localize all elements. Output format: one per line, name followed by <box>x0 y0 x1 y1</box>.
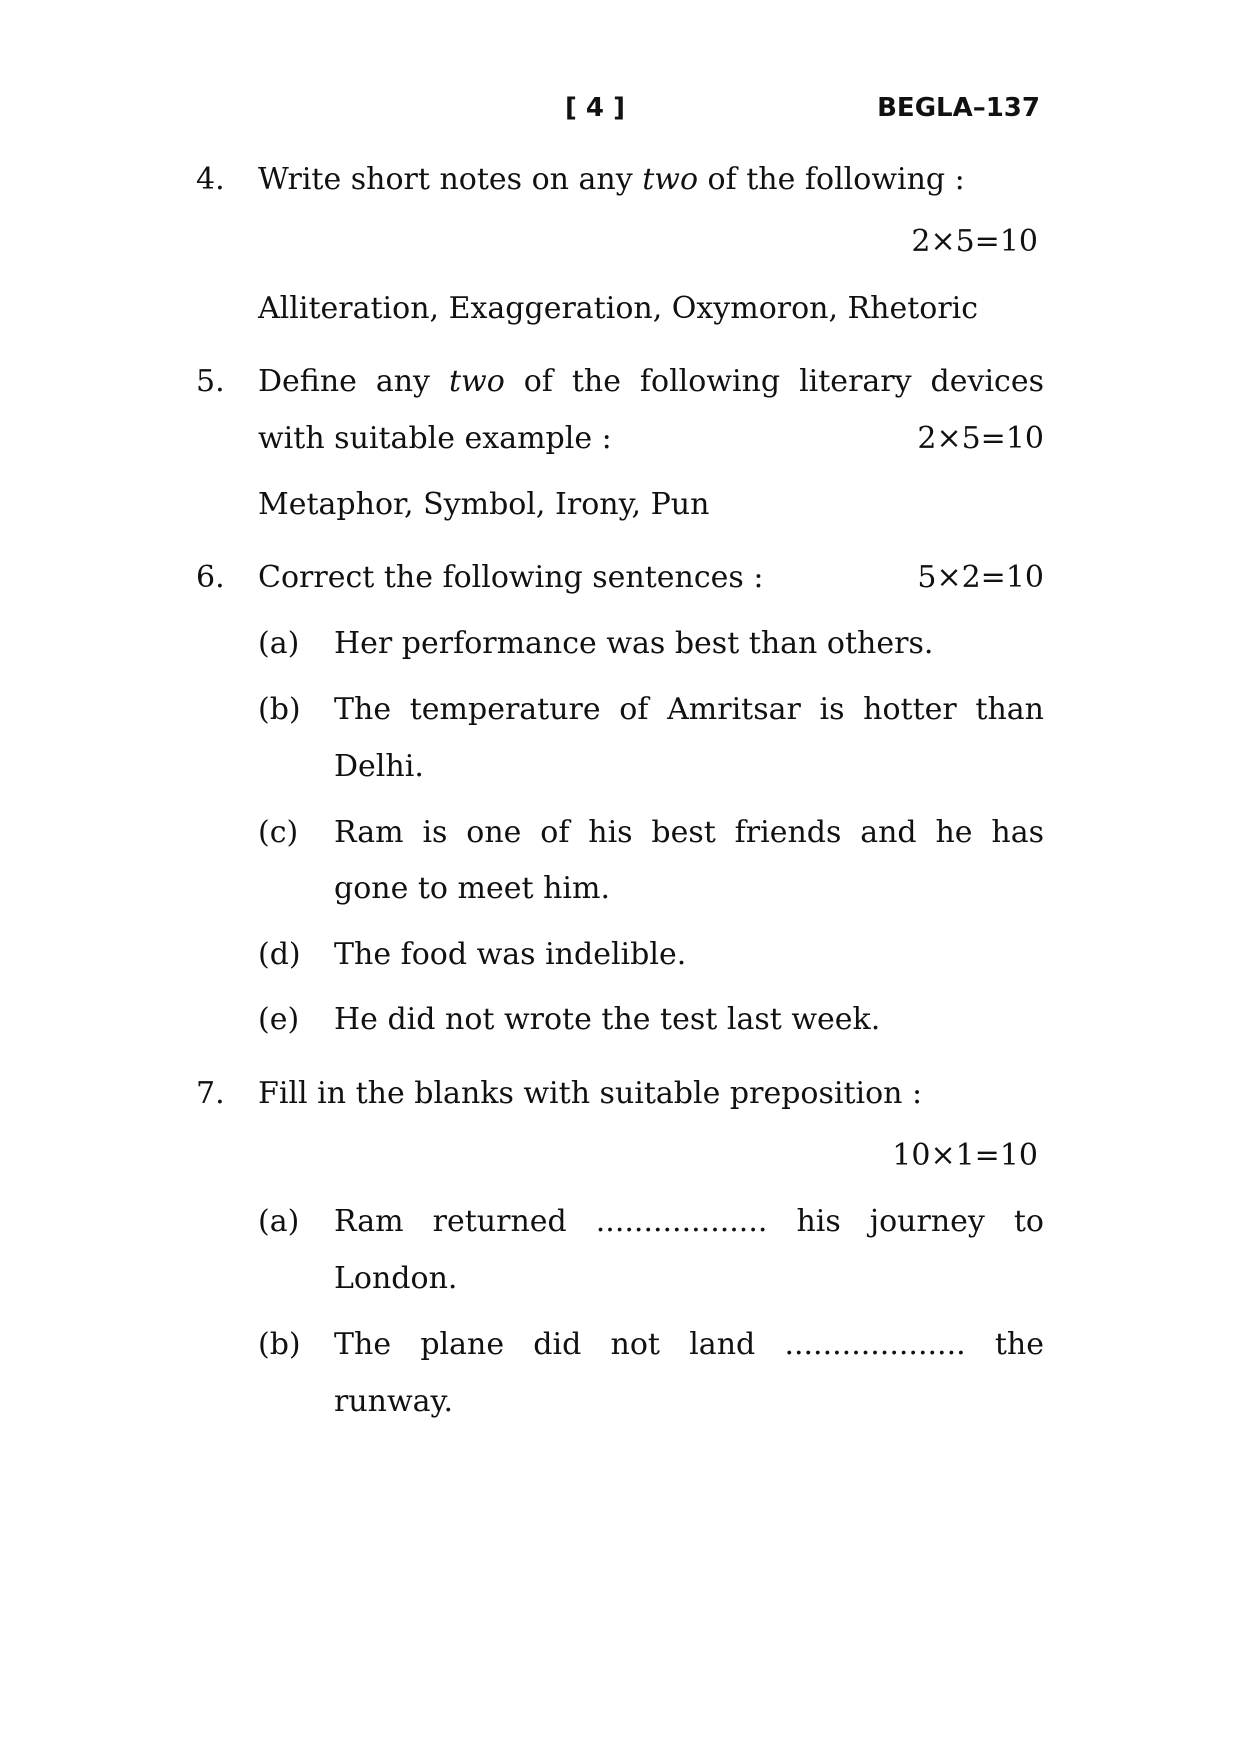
q4-number: 4. <box>196 162 225 197</box>
q7b-text: The plane did not land ................... the <box>334 1327 1044 1362</box>
q5-items: Metaphor, Symbol, Irony, Pun <box>258 487 710 522</box>
q4-prompt-part2: of the following : <box>698 162 965 197</box>
q6-prompt: Correct the following sentences : <box>258 560 764 595</box>
q7-marks: 10×1=10 <box>892 1138 1038 1173</box>
q4-prompt-part1: Write short notes on any <box>258 162 643 197</box>
q7b-label: (b) <box>258 1327 301 1362</box>
q7-prompt: Fill in the blanks with suitable preposition : <box>258 1076 923 1111</box>
q7-number: 7. <box>196 1076 225 1111</box>
q7a-text-line2: London. <box>334 1261 458 1296</box>
q6c-label: (c) <box>258 815 299 850</box>
q6d-label: (d) <box>258 937 301 972</box>
q6c-text: Ram is one of his best friends and he has <box>334 815 1044 850</box>
q5-prompt-part1: Define any <box>258 364 449 399</box>
q4-prompt <box>258 160 965 200</box>
q4-items: Alliteration, Exaggeration, Oxymoron, Rhetoric <box>258 291 979 326</box>
q7a-text: Ram returned .................. his journey to <box>334 1204 1044 1239</box>
q5-prompt-line2: with suitable example : <box>258 421 612 456</box>
q6a-text: Her performance was best than others. <box>334 626 934 661</box>
q6e-label: (e) <box>258 1002 300 1037</box>
q6b-label: (b) <box>258 692 301 727</box>
q6c-text-line2: gone to meet him. <box>334 871 610 906</box>
q6e-text: He did not wrote the test last week. <box>334 1002 881 1037</box>
q5-prompt-emphasis: two <box>448 364 505 399</box>
q7a-label: (a) <box>258 1204 300 1239</box>
q6d-text: The food was indelible. <box>334 937 687 972</box>
q4-prompt-emphasis: two <box>642 162 699 197</box>
q5-prompt-part2: of the following literary devices <box>504 364 1044 399</box>
q7b-text-line2: runway. <box>334 1384 454 1419</box>
q5-number: 5. <box>196 364 225 399</box>
page-number: [ 4 ] <box>565 93 625 123</box>
q5-prompt <box>258 362 1044 402</box>
q6a-label: (a) <box>258 626 300 661</box>
q6b-text-line2: Delhi. <box>334 749 424 784</box>
q4-marks: 2×5=10 <box>911 224 1038 259</box>
paper-code: BEGLA–137 <box>877 93 1040 123</box>
q5-marks: 2×5=10 <box>917 421 1044 456</box>
q6-number: 6. <box>196 560 225 595</box>
q6-marks: 5×2=10 <box>917 560 1044 595</box>
q6b-text: The temperature of Amritsar is hotter than <box>334 692 1044 727</box>
